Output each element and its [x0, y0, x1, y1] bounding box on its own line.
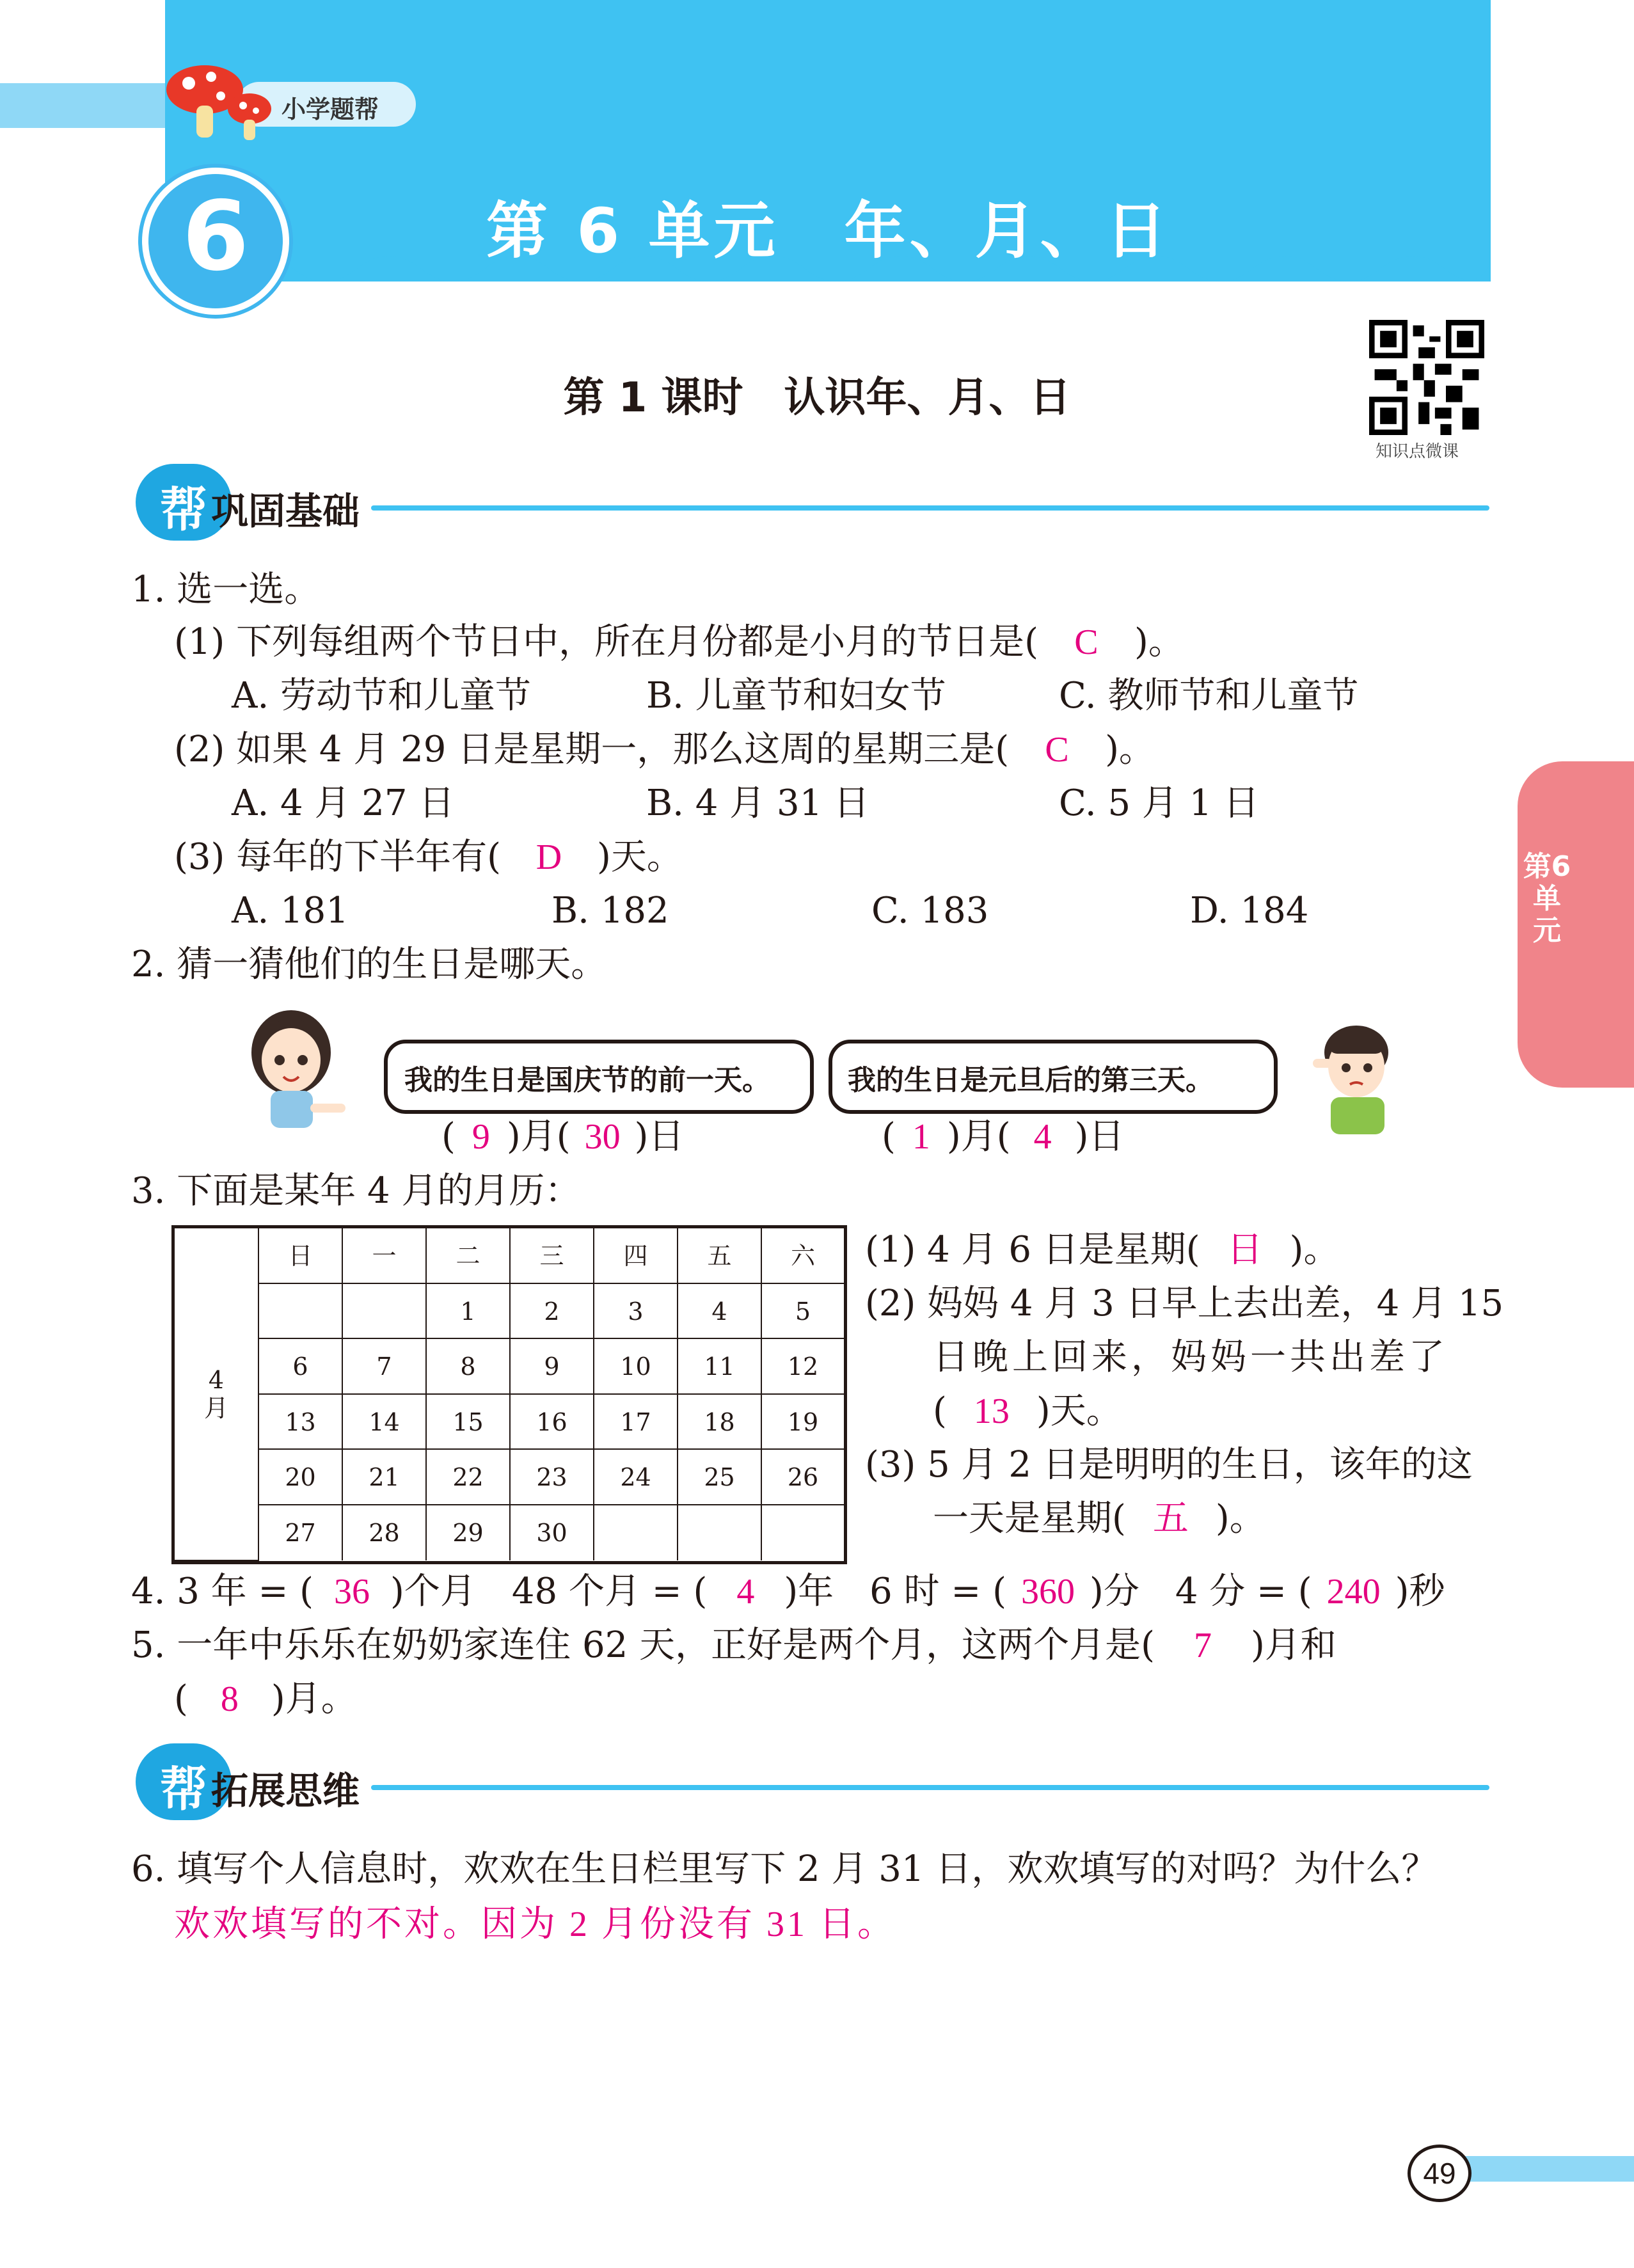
- lesson-title: 第 1 课时 认识年、月、日: [563, 374, 1071, 422]
- q1-p1-option-c: C. 教师节和儿童节: [1059, 675, 1359, 717]
- q6-question: 6. 填写个人信息时，欢欢在生日栏里写下 2 月 31 日，欢欢填写的对吗？为什么？: [131, 1848, 1438, 1890]
- calendar-day-cell: 7: [343, 1339, 427, 1395]
- calendar-day-cell: [259, 1284, 343, 1340]
- q2-girl-answer-line: ( 9 )月( 30 )日: [441, 1110, 684, 1164]
- calendar-day-cell: 30: [511, 1505, 594, 1561]
- unit-title: 第 6 单元 年、月、日: [486, 195, 1171, 267]
- calendar-day-cell: 28: [343, 1505, 427, 1561]
- qr-label: 知识点微课: [1376, 442, 1459, 461]
- q1-p3-option-c: C. 183: [871, 890, 989, 932]
- q2-title: 2. 猜一猜他们的生日是哪天。: [131, 944, 607, 985]
- calendar-month-label: 4 月: [175, 1228, 259, 1561]
- section-divider: [371, 1785, 1489, 1790]
- q3-title: 3. 下面是某年 4 月的月历：: [131, 1170, 581, 1212]
- q2-boy-answer-line: ( 1 )月( 4 )日: [882, 1110, 1124, 1164]
- girl-month-answer: 9: [472, 1117, 490, 1157]
- calendar-weekday-header: 五: [678, 1228, 762, 1284]
- calendar-day-cell: 6: [259, 1339, 343, 1395]
- calendar-day-cell: 12: [762, 1339, 844, 1395]
- calendar-weekday-header: 六: [762, 1228, 844, 1284]
- calendar-day-cell: [678, 1505, 762, 1561]
- calendar-day-cell: 1: [427, 1284, 511, 1340]
- girl-day-answer: 30: [584, 1117, 621, 1157]
- qr-code-icon[interactable]: [1369, 320, 1484, 435]
- calendar-day-cell: 25: [678, 1450, 762, 1505]
- side-tab-label: 第6单元: [1523, 850, 1571, 947]
- q1-p3-option-b: B. 182: [551, 890, 669, 932]
- calendar-day-cell: 5: [762, 1284, 844, 1340]
- april-calendar: [171, 1225, 847, 1564]
- calendar-day-cell: 14: [343, 1395, 427, 1450]
- q1-p1-answer: C: [1074, 623, 1099, 662]
- q3-p2-line2: 日晚上回来，妈妈一共出差了: [933, 1336, 1448, 1378]
- section-badge-char: 帮: [160, 482, 207, 537]
- calendar-day-cell: 11: [678, 1339, 762, 1395]
- q1-p2-option-c: C. 5 月 1 日: [1059, 782, 1260, 824]
- calendar-day-cell: 19: [762, 1395, 844, 1450]
- q3-p3-answer: 五: [1152, 1499, 1189, 1539]
- calendar-day-cell: 13: [259, 1395, 343, 1450]
- boy-speech-text: 我的生日是元旦后的第三天。: [848, 1064, 1214, 1097]
- calendar-weekday-header: 四: [594, 1228, 678, 1284]
- q3-p3-line2: 一天是星期( 五 )。: [933, 1492, 1265, 1546]
- calendar-weekday-header: 日: [259, 1228, 343, 1284]
- boy-month-answer: 1: [912, 1117, 930, 1157]
- q1-p3-option-d: D. 184: [1190, 890, 1309, 932]
- calendar-day-cell: 22: [427, 1450, 511, 1505]
- calendar-day-cell: 26: [762, 1450, 844, 1505]
- calendar-day-cell: 23: [511, 1450, 594, 1505]
- q4-answer-4: 240: [1326, 1572, 1381, 1612]
- section-divider: [371, 505, 1489, 511]
- q3-p2-line1: (2) 妈妈 4 月 3 日早上去出差，4 月 15: [865, 1283, 1504, 1324]
- boy-avatar: [1305, 1014, 1414, 1136]
- calendar-day-cell: [594, 1505, 678, 1561]
- q1-p2: (2) 如果 4 月 29 日是星期一，那么这周的星期三是( C )。: [174, 723, 1155, 777]
- calendar-day-cell: 2: [511, 1284, 594, 1340]
- calendar-day-cell: 8: [427, 1339, 511, 1395]
- section-title-basic: 巩固基础: [211, 489, 360, 533]
- calendar-day-cell: 29: [427, 1505, 511, 1561]
- calendar-weekday-header: 一: [343, 1228, 427, 1284]
- calendar-day-cell: 27: [259, 1505, 343, 1561]
- q4-answer-2: 4: [736, 1572, 755, 1612]
- q3-p1-answer: 日: [1226, 1230, 1263, 1270]
- q4-line: 4. 3 年 = ( 36 )个月 48 个月 = ( 4 )年 6 时 = ( 360 )分 4 分 = ( 240 )秒: [131, 1565, 1445, 1619]
- brand-label: 小学题帮: [282, 95, 379, 123]
- q1-p1-option-b: B. 儿童节和妇女节: [646, 675, 946, 717]
- calendar-day-cell: 4: [678, 1284, 762, 1340]
- calendar-day-cell: 3: [594, 1284, 678, 1340]
- calendar-weekday-header: 三: [511, 1228, 594, 1284]
- boy-day-answer: 4: [1033, 1117, 1052, 1157]
- q1-p2-option-a: A. 4 月 27 日: [232, 782, 455, 824]
- section-title-extend: 拓展思维: [211, 1769, 360, 1812]
- q5-answer-1: 7: [1193, 1626, 1212, 1665]
- calendar-day-cell: 16: [511, 1395, 594, 1450]
- q1-p2-option-b: B. 4 月 31 日: [646, 782, 870, 824]
- girl-speech-text: 我的生日是国庆节的前一天。: [404, 1064, 770, 1097]
- q3-p1: (1) 4 月 6 日是星期( 日 )。: [865, 1223, 1340, 1277]
- q1-p2-answer: C: [1045, 730, 1069, 770]
- q1-p1: (1) 下列每组两个节日中，所在月份都是小月的节日是( C )。: [174, 615, 1184, 669]
- q1-title: 1. 选一选。: [131, 569, 321, 610]
- q3-p2-line3: ( 13 )天。: [933, 1384, 1122, 1438]
- calendar-day-cell: 10: [594, 1339, 678, 1395]
- section-badge-char: 帮: [160, 1762, 207, 1817]
- calendar-day-cell: 15: [427, 1395, 511, 1450]
- calendar-day-cell: [343, 1284, 427, 1340]
- q5-line2: ( 8 )月。: [174, 1672, 357, 1726]
- page-number: 49: [1408, 2145, 1471, 2202]
- unit-number: 6: [182, 181, 250, 292]
- mushroom-icon: [163, 61, 278, 144]
- q3-p2-answer: 13: [973, 1392, 1010, 1431]
- q4-answer-1: 36: [334, 1572, 370, 1612]
- calendar-day-cell: 24: [594, 1450, 678, 1505]
- q3-p3-line1: (3) 5 月 2 日是明明的生日，该年的这: [865, 1444, 1473, 1486]
- q5-answer-2: 8: [220, 1679, 239, 1719]
- calendar-weekday-header: 二: [427, 1228, 511, 1284]
- calendar-day-cell: 20: [259, 1450, 343, 1505]
- calendar-day-cell: [762, 1505, 844, 1561]
- calendar-day-cell: 17: [594, 1395, 678, 1450]
- calendar-day-cell: 9: [511, 1339, 594, 1395]
- q6-answer: 欢欢填写的不对。因为 2 月份没有 31 日。: [174, 1905, 896, 1944]
- calendar-day-cell: 18: [678, 1395, 762, 1450]
- girl-avatar: [246, 1008, 355, 1129]
- q4-answer-3: 360: [1020, 1572, 1075, 1612]
- q1-p3-option-a: A. 181: [232, 890, 349, 932]
- q1-p3-answer: D: [535, 837, 562, 877]
- q1-p1-option-a: A. 劳动节和儿童节: [232, 675, 532, 717]
- calendar-day-cell: 21: [343, 1450, 427, 1505]
- q1-p3: (3) 每年的下半年有( D )天。: [174, 830, 683, 884]
- q5-line1: 5. 一年中乐乐在奶奶家连住 62 天，正好是两个月，这两个月是( 7 )月和: [131, 1619, 1337, 1672]
